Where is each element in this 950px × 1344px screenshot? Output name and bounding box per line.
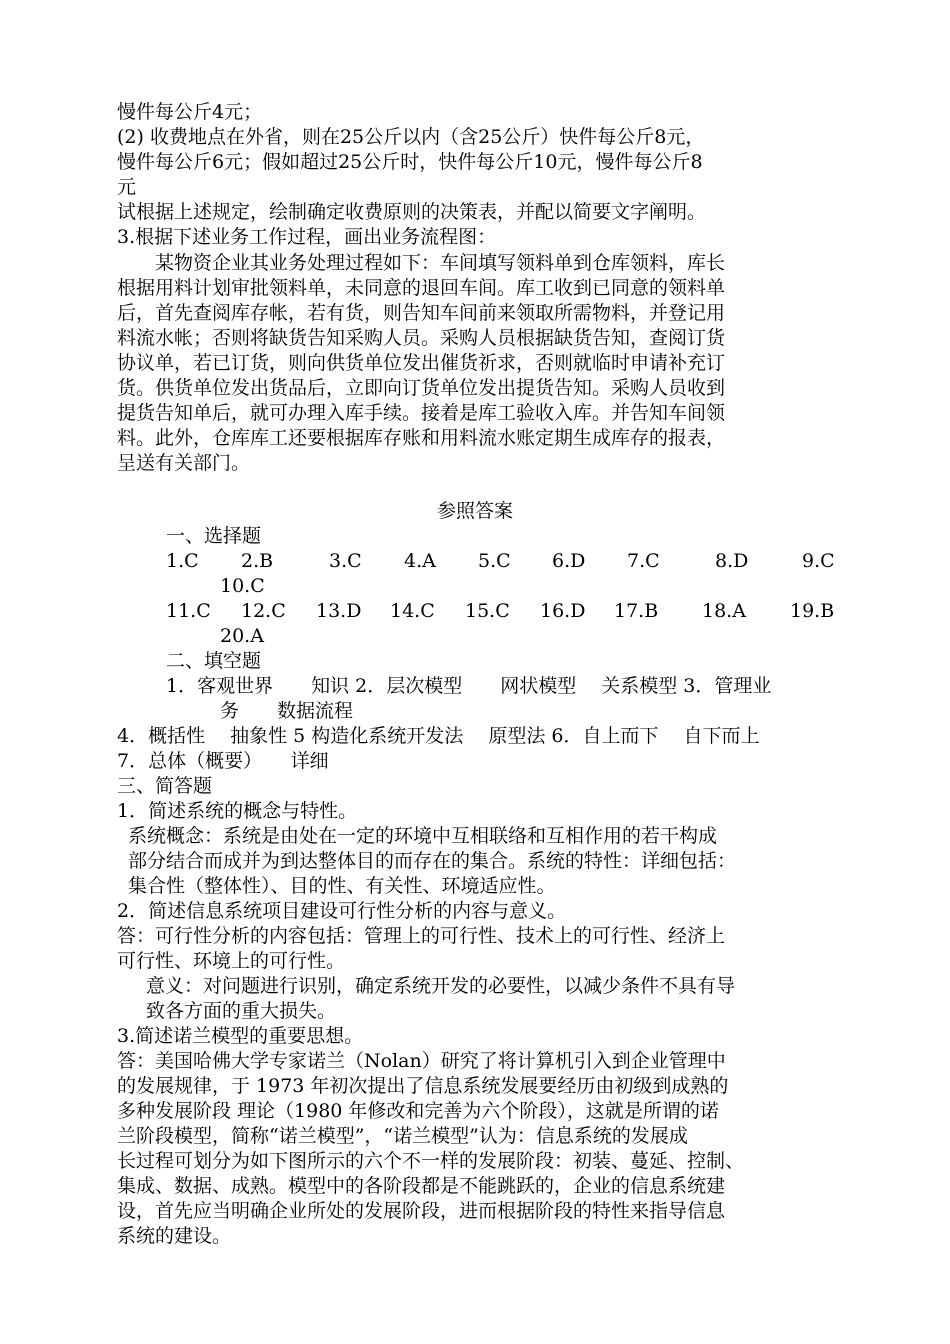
short-answer-line: 答：可行性分析的内容包括：管理上的可行性、技术上的可行性、经济上 [117, 925, 726, 947]
question-line: 料。此外，仓库库工还要根据库存账和用料流水账定期生成库存的报表， [117, 427, 726, 449]
short-answer-line: 多种发展阶段 理论（1980 年修改和完善为六个阶段），这就是所谓的诺 [117, 1100, 719, 1122]
question-line: 试根据上述规定，绘制确定收费原则的决策表，并配以简要文字阐明。 [117, 201, 707, 223]
choice-answer: 1.C [166, 550, 199, 572]
answer-title: 参照答案 [436, 500, 513, 522]
section-heading: 二、填空题 [166, 650, 262, 672]
short-answer-line: 的发展规律，于 1973 年初次提出了信息系统发展要经历由初级到成熟的 [117, 1075, 729, 1097]
choice-answer: 2.B [241, 550, 274, 572]
short-answer-line: 集合性（整体性）、目的性、有关性、环境适应性。 [128, 875, 556, 897]
short-answer-line: 集成、数据、成熟。模型中的各阶段都是不能跳跃的，企业的信息系统建 [117, 1175, 726, 1197]
fill-answer-line: 务 数据流程 [220, 700, 354, 722]
fill-answer-line: 4．概括性 抽象性 5 构造化系统开发法 原型法 6．自上而下 自下而上 [117, 725, 760, 747]
short-answer-line: 系统概念：系统是由处在一定的环境中互相联络和互相作用的若干构成 [128, 825, 718, 847]
short-answer-line: 可行性、环境上的可行性。 [117, 950, 346, 972]
choice-answer: 16.D [540, 600, 586, 622]
choice-answer: 6.D [552, 550, 586, 572]
choice-answer: 18.A [702, 600, 746, 622]
question-line: 某物资企业其业务处理过程如下：车间填写领料单到仓库领料，库长 [117, 252, 726, 274]
question-line: 3.根据下述业务工作过程，画出业务流程图： [117, 226, 497, 248]
choice-answer: 5.C [478, 550, 511, 572]
choice-answer: 11.C [166, 600, 211, 622]
question-line: 根据用料计划审批领料单，未同意的退回车间。库工收到已同意的领料单 [117, 277, 726, 299]
question-line: (2) 收费地点在外省，则在25公斤以内（含25公斤）快件每公斤8元， [117, 126, 705, 148]
choice-answer: 3.C [329, 550, 362, 572]
choice-answer: 9.C [802, 550, 835, 572]
question-line: 元 [117, 176, 137, 198]
question-line: 慢件每公斤4元； [117, 101, 263, 123]
question-line: 货。供货单位发出货品后，立即向订货单位发出提货告知。采购人员收到 [117, 377, 726, 399]
choice-answer: 10.C [220, 575, 265, 597]
short-answer-line: 兰阶段模型，简称“诺兰模型”，“诺兰模型”认为：信息系统的发展成 [117, 1125, 688, 1147]
short-answer-line: 致各方面的重大损失。 [146, 1000, 337, 1022]
choice-answer: 17.B [614, 600, 659, 622]
short-answer-line: 长过程可划分为如下图所示的六个不一样的发展阶段：初装、蔓延、控制、 [117, 1150, 745, 1172]
fill-answer-line: 7．总体（概要） 详细 [117, 750, 329, 772]
short-answer-line: 系统的建设。 [117, 1225, 232, 1247]
question-line: 料流水帐；否则将缺货告知采购人员。采购人员根据缺货告知，查阅订货 [117, 327, 726, 349]
short-answer-line: 2．简述信息系统项目建设可行性分析的内容与意义。 [117, 900, 567, 922]
question-line: 提货告知单后，就可办理入库手续。接着是库工验收入库。并告知车间领 [117, 402, 726, 424]
choice-answer: 12.C [241, 600, 286, 622]
question-line: 慢件每公斤6元；假如超过25公斤时，快件每公斤10元，慢件每公斤8 [117, 151, 703, 173]
question-line: 协议单，若已订货，则向供货单位发出催货祈求，否则就临时申请补充订 [117, 352, 726, 374]
fill-answer-line: 1．客观世界 知识 2．层次模型 网状模型 关系模型 3．管理业 [166, 675, 772, 697]
choice-answer: 19.B [790, 600, 835, 622]
short-answer-line: 部分结合而成并为到达整体目的而存在的集合。系统的特性：详细包括： [128, 850, 737, 872]
short-answer-line: 答：美国哈佛大学专家诺兰（Nolan）研究了将计算机引入到企业管理中 [117, 1050, 726, 1072]
choice-answer: 4.A [404, 550, 436, 572]
choice-answer: 20.A [220, 625, 264, 647]
choice-answer: 15.C [465, 600, 510, 622]
choice-answer: 13.D [316, 600, 362, 622]
question-line: 后，首先查阅库存帐，若有货，则告知车间前来领取所需物料，并登记用 [117, 302, 726, 324]
short-answer-line: 3.简述诺兰模型的重要思想。 [117, 1025, 364, 1047]
short-answer-line: 1．简述系统的概念与特性。 [117, 800, 358, 822]
choice-answer: 7.C [627, 550, 660, 572]
choice-answer: 14.C [390, 600, 435, 622]
section-heading: 一、选择题 [166, 525, 262, 547]
short-answer-line: 设，首先应当明确企业所处的发展阶段，进而根据阶段的特性来指导信息 [117, 1200, 726, 1222]
choice-answer: 8.D [715, 550, 749, 572]
section-heading: 三、简答题 [117, 775, 213, 797]
short-answer-line: 意义：对问题进行识别，确定系统开发的必要性，以减少条件不具有导 [146, 975, 736, 997]
question-line: 呈送有关部门。 [117, 452, 251, 474]
